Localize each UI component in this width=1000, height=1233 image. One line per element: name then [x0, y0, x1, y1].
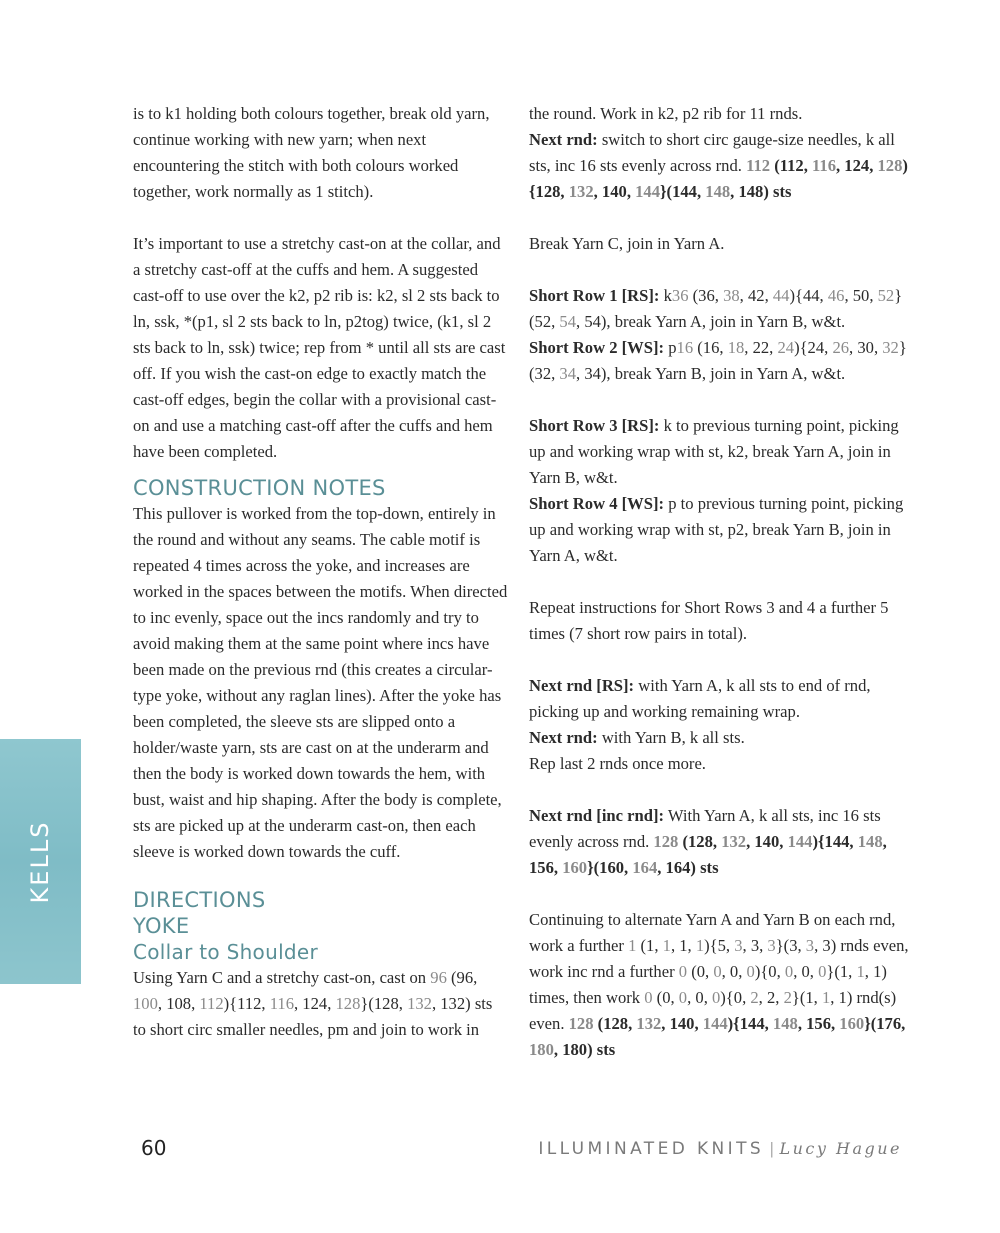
paragraph-short-row-3: Short Row 3 [RS]: k to previous turning point, picking up and working wrap with st, k2, break Yarn A, join in Yarn B, w&t. [529, 416, 899, 487]
side-tab-label: KELLS [26, 820, 54, 904]
paragraph-inc-rnd: Next rnd [inc rnd]: With Yarn A, k all sts, inc 16 sts evenly across rnd. 128 (128, 132, 140, 144){144, 148, 156, 160}(160, 164, 164) sts [529, 806, 887, 877]
paragraph-construction: This pullover is worked from the top-down, entirely in the round and without any seams. The cable motif is repeated 4 times across the yoke, and increases are worked in the spaces between the motifs. When directed to inc evenly, space out the incs randomly and try to avoid making them at the same point where incs have been made on the previous rnd (this creates a circular-type yoke, without any raglan lines). After the yoke has been completed, the sleeve sts are slipped onto a holder/waste yarn, sts are cast on at the underarm and then the body is worked down towards the hem, with bust, waist and hip shaping. After the body is complete, sts are picked up at the underarm cast-on, then each sleeve is worked down towards the cuff. [133, 504, 508, 861]
paragraph-short-row-1: Short Row 1 [RS]: k36 (36, 38, 42, 44){44, 46, 50, 52}(52, 54, 54), break Yarn A, join in Yarn B, w&t. [529, 286, 903, 331]
footer-book-info [538, 1139, 902, 1159]
heading-construction-notes: CONSTRUCTION NOTES [133, 476, 386, 500]
right-column [529, 101, 909, 1063]
paragraph-next-rnd-yarn-b: Next rnd: with Yarn B, k all sts. [529, 728, 745, 747]
paragraph-repeat-short-rows: Repeat instructions for Short Rows 3 and 4 a further 5 times (7 short row pairs in total). [529, 598, 889, 643]
paragraph-short-row-4: Short Row 4 [WS]: p to previous turning point, picking up and working wrap with st, p2, break Yarn B, join in Yarn A, w&t. [529, 494, 904, 565]
paragraph-break-yarn: Break Yarn C, join in Yarn A. [529, 234, 725, 253]
paragraph-next-rnd-switch: Next rnd: switch to short circ gauge-size needles, k all sts, inc 16 sts evenly across rnd. 112 (112, 116, 124, 128){128, 132, 140, 144}(144, 148, 148) sts [529, 130, 908, 201]
paragraph-rib: the round. Work in k2, p2 rib for 11 rnds. [529, 104, 803, 123]
paragraph-cast-on-advice: It’s important to use a stretchy cast-on at the collar, and a stretchy cast-off at the cuffs and hem. A suggested cast-off to use over the k2, p2 rib is: k2, sl 2 sts back to ln, ssk, *(p1, sl 2 sts back to ln, p2tog) twice, (k1, sl 2 sts back to ln, ssk) twice; rep from * until all sts are cast off. If you wish the cast-on edge to exactly match the cast-off edges, begin the collar with a provisional cast-on and use a matching cast-off after the cuffs and hem have been completed. [133, 234, 506, 461]
heading-yoke: YOKE [133, 914, 190, 938]
page-number: 60 [141, 1136, 167, 1160]
paragraph-cast-on: Using Yarn C and a stretchy cast-on, cast on 96 (96, 100, 108, 112){112, 116, 124, 128}(128, 132, 132) sts to short circ smaller needles, pm and join to work in [133, 968, 493, 1039]
heading-directions: DIRECTIONS [133, 888, 266, 912]
footer-separator: | [770, 1139, 774, 1158]
paragraph-colour-change: is to k1 holding both colours together, break old yarn, continue working with new yarn; when next encountering the stitch with both colours worked together, work normally as 1 stitch). [133, 104, 490, 201]
paragraph-rep-last-2-rnds: Rep last 2 rnds once more. [529, 754, 706, 773]
book-title: ILLUMINATED KNITS [538, 1139, 765, 1159]
paragraph-next-rnd-rs: Next rnd [RS]: with Yarn A, k all sts to end of rnd, picking up and working remaining wrap. [529, 676, 871, 721]
heading-collar-to-shoulder: Collar to Shoulder [133, 940, 319, 964]
book-author: Lucy Hague [779, 1139, 902, 1158]
paragraph-short-row-2: Short Row 2 [WS]: p16 (16, 18, 22, 24){24, 26, 30, 32}(32, 34, 34), break Yarn B, join in Yarn A, w&t. [529, 338, 907, 383]
paragraph-continuing-alternate: Continuing to alternate Yarn A and Yarn B on each rnd, work a further 1 (1, 1, 1, 1){5, 3, 3, 3}(3, 3, 3) rnds even, work inc rnd a further 0 (0, 0, 0, 0){0, 0, 0, 0}(1, 1, 1) times, then work 0 (0, 0, 0, 0){0, 2, 2, 2}(1, 1, 1) rnd(s) even. 128 (128, 132, 140, 144){144, 148, 156, 160}(176, 180, 180) sts [529, 910, 909, 1059]
left-column [133, 101, 508, 1043]
